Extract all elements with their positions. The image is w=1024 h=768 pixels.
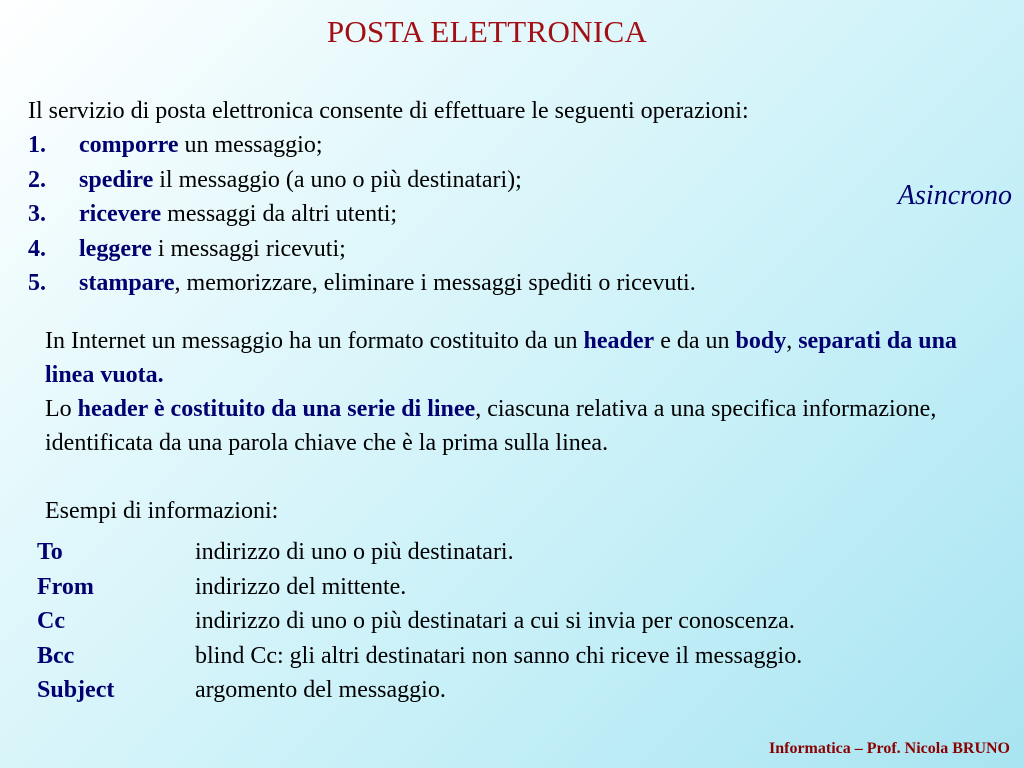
field-description: blind Cc: gli altri destinatari non sanno chi riceve il messaggio. xyxy=(195,642,803,669)
item-keyword: stampare xyxy=(79,270,175,296)
separator-emphasis: separati da una linea vuota. xyxy=(45,328,957,388)
item-keyword: comporre xyxy=(79,132,179,158)
para-text: , xyxy=(786,328,799,354)
item-text: i messaggi ricevuti; xyxy=(151,235,346,262)
intro-text: Il servizio di posta elettronica consente di effettuare le seguenti operazioni: xyxy=(28,98,749,124)
field-description: argomento del messaggio. xyxy=(195,677,446,703)
side-note: Asincrono xyxy=(897,180,1012,211)
header-keyword: header xyxy=(583,328,655,354)
item-text: il messaggio (a uno o più destinatari); xyxy=(153,166,522,193)
field-name: Cc xyxy=(37,608,65,634)
field-name: To xyxy=(37,539,63,565)
footer-credit: Informatica – Prof. Nicola BRUNO xyxy=(769,740,1010,757)
list-item xyxy=(28,128,696,163)
list-item xyxy=(28,232,696,267)
field-name: From xyxy=(37,573,94,600)
field-row xyxy=(37,570,802,605)
header-body-paragraph xyxy=(45,324,975,460)
list-item xyxy=(28,197,696,232)
item-keyword: leggere xyxy=(79,235,152,262)
item-keyword: spedire xyxy=(79,166,154,193)
para-text: e da un xyxy=(654,328,736,354)
item-number: 5. xyxy=(28,270,46,296)
field-row xyxy=(37,639,802,674)
item-number: 3. xyxy=(28,201,46,227)
field-name: Subject xyxy=(37,677,115,703)
examples-heading: Esempi di informazioni: xyxy=(45,498,279,524)
item-number: 1. xyxy=(28,132,46,158)
operations-list xyxy=(28,128,696,301)
field-name: Bcc xyxy=(37,642,75,669)
item-text: messaggi da altri utenti; xyxy=(161,201,398,227)
item-keyword: ricevere xyxy=(79,201,162,227)
para-text: In Internet un messaggio ha un formato costituito da un xyxy=(45,328,584,354)
para-text: Lo xyxy=(45,396,78,422)
para-text: , ciascuna relativa a una specifica informazione, identificata da una parola chiave che è la prima sulla linea. xyxy=(45,396,937,456)
item-text: , memorizzare, eliminare i messaggi spediti o ricevuti. xyxy=(174,270,696,296)
header-lines-emphasis: header è costituito da una serie di linee xyxy=(77,396,476,422)
field-row xyxy=(37,604,802,639)
field-description: indirizzo di uno o più destinatari. xyxy=(195,539,514,565)
item-number: 2. xyxy=(28,166,46,193)
list-item xyxy=(28,163,696,198)
field-row xyxy=(37,535,802,570)
field-description: indirizzo di uno o più destinatari a cui si invia per conoscenza. xyxy=(195,608,795,634)
field-row xyxy=(37,673,802,708)
field-description: indirizzo del mittente. xyxy=(195,573,407,600)
body-keyword: body xyxy=(735,328,787,354)
item-text: un messaggio; xyxy=(178,132,323,158)
header-fields-table xyxy=(37,535,802,708)
item-number: 4. xyxy=(28,235,46,262)
slide-title: POSTA ELETTRONICA xyxy=(326,14,648,49)
list-item xyxy=(28,266,696,301)
